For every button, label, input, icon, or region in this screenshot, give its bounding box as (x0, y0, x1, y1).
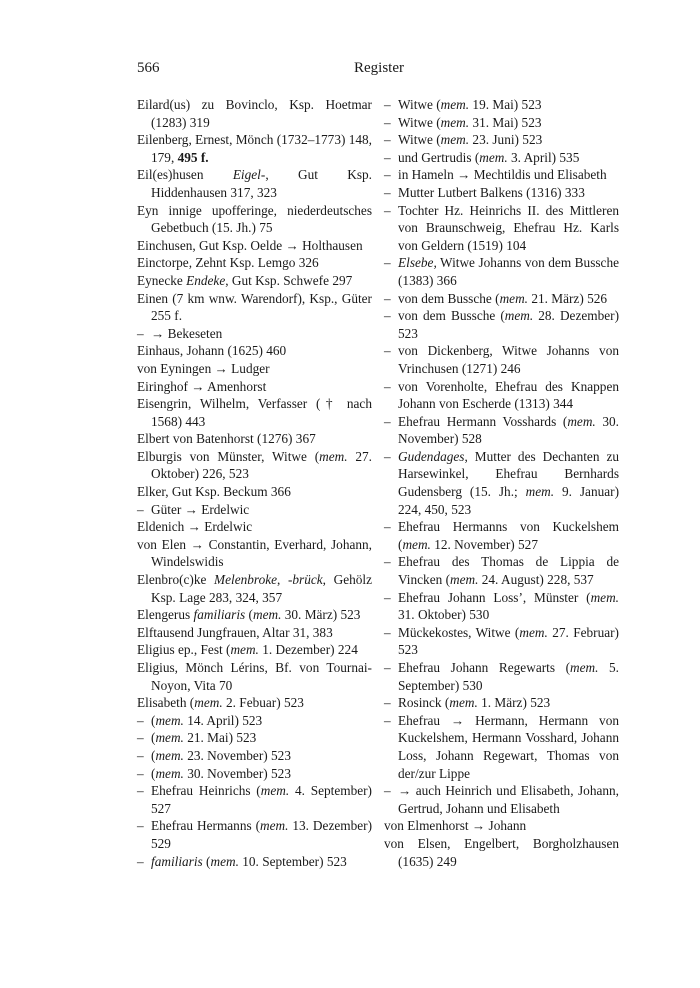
index-column-left (137, 96, 372, 870)
index-entry: Einchusen, Gut Ksp. Oelde → Holthausen (137, 237, 363, 253)
index-entry: Eligius ep., Fest (mem. 1. Dezember) 224 (137, 642, 358, 658)
index-entry: Elengerus familiaris (mem. 30. März) 523 (137, 607, 361, 623)
index-entry: – Ehefrau des Thomas de Lippia de Vincken (mem. 24. August) 228, 537 (384, 554, 619, 588)
index-entry: – Mückekostes, Witwe (mem. 27. Februar) 523 (384, 624, 619, 658)
index-entry: – Elsebe, Witwe Johanns von dem Bussche (1383) 366 (384, 255, 619, 288)
index-entry: Eligius, Mönch Lérins, Bf. von Tournai-Noyon, Vita 70 (137, 660, 372, 693)
index-entry: – → auch Heinrich und Elisabeth, Johann, Gertrud, Johann und Elisabeth (384, 783, 619, 816)
index-entry: – Ehefrau Hermanns von Kuckelshem (mem. 12. November) 527 (384, 519, 619, 552)
index-entry: – Mutter Lutbert Balkens (1316) 333 (384, 184, 585, 200)
index-entry: – Ehefrau Hermanns (mem. 13. Dezember) 529 (137, 818, 372, 851)
index-entry: – (mem. 21. Mai) 523 (137, 730, 257, 746)
index-entry: Elisabeth (mem. 2. Febuar) 523 (137, 695, 304, 711)
index-entry: von Elmenhorst → Johann (384, 818, 527, 834)
index-entry: – von Dickenberg, Witwe Johanns von Vrinchusen (1271) 246 (384, 343, 619, 376)
index-entry: – und Gertrudis (mem. 3. April) 535 (384, 149, 580, 165)
index-entry: – Gudendages, Mutter des Dechanten zu Harsewinkel, Ehefrau Bernhards Gudensberg (15. Jh.; mem. 9. Januar) 224, 450, 523 (384, 448, 619, 517)
index-entry: – familiaris (mem. 10. September) 523 (137, 853, 347, 869)
index-entry: von Elsen, Engelbert, Borgholzhausen (1635) 249 (384, 835, 619, 869)
index-entry: von Eyningen → Ludger (137, 360, 270, 376)
index-entry: Eyn innige upofferinge, niederdeutsches Gebetbuch (15. Jh.) 75 (137, 202, 372, 236)
index-entry: Elftausend Jungfrauen, Altar 31, 383 (137, 624, 333, 640)
index-entry: – in Hameln → Mechtildis und Elisabeth (384, 167, 607, 183)
index-entry: – (mem. 14. April) 523 (137, 712, 263, 728)
index-entry: – Güter → Erdelwic (137, 501, 250, 517)
index-entry: – (mem. 30. November) 523 (137, 765, 291, 781)
index-entry: – (mem. 23. November) 523 (137, 747, 291, 763)
page-number: 566 (137, 60, 160, 76)
index-entry: Eilenberg, Ernest, Mönch (1732–1773) 148, 179, 495 f. (137, 132, 372, 165)
index-entry: – Ehefrau Heinrichs (mem. 4. September) 527 (137, 783, 372, 816)
index-entry: Einctorpe, Zehnt Ksp. Lemgo 326 (137, 255, 319, 271)
index-entry: – Ehefrau Hermann Vosshards (mem. 30. November) 528 (384, 413, 619, 447)
index-entry: – Witwe (mem. 23. Juni) 523 (384, 132, 543, 148)
index-entry: – von dem Bussche (mem. 21. März) 526 (384, 290, 608, 306)
index-entry: – Witwe (mem. 19. Mai) 523 (384, 97, 542, 112)
index-entry: – Witwe (mem. 31. Mai) 523 (384, 114, 542, 130)
index-entry: von Elen → Constantin, Everhard, Johann, Windelswidis (137, 536, 372, 570)
running-title: Register (354, 60, 404, 76)
index-entry: Eisengrin, Wilhelm, Verfasser († nach 1568) 443 (137, 396, 372, 429)
index-entry: – Ehefrau Johann Regewarts (mem. 5. September) 530 (384, 660, 619, 693)
index-entry: – Rosinck (mem. 1. März) 523 (384, 695, 551, 711)
index-entry: Eldenich → Erdelwic (137, 519, 253, 535)
index-entry: – von Vorenholte, Ehefrau des Knappen Johann von Escherde (1313) 344 (384, 378, 619, 412)
index-entry: Elbert von Batenhorst (1276) 367 (137, 431, 316, 447)
index-entry: Elker, Gut Ksp. Beckum 366 (137, 484, 291, 500)
index-entry: – Tochter Hz. Heinrichs II. des Mittleren von Braunschweig, Ehefrau Hz. Karls von Geldern (1519) 104 (384, 202, 619, 253)
index-entry: Elburgis von Münster, Witwe (mem. 27. Oktober) 226, 523 (137, 448, 372, 482)
index-entry: Eilard(us) zu Bovinclo, Ksp. Hoetmar (1283) 319 (137, 97, 372, 130)
index-entry: – → Bekeseten (137, 325, 223, 341)
index-entry: Eynecke Endeke, Gut Ksp. Schwefe 297 (137, 272, 353, 288)
index-entry: – Ehefrau Johann Loss’, Münster (mem. 31. Oktober) 530 (384, 589, 619, 623)
index-entry: – Ehefrau → Hermann, Hermann von Kuckelshem, Hermann Vosshard, Johann Loss, Johann Regewart, Thomas von der/zur Lippe (384, 712, 619, 781)
index-entry: Einen (7 km wnw. Warendorf), Ksp., Güter 255 f. (137, 290, 372, 324)
index-entry: – von dem Bussche (mem. 28. Dezember) 523 (384, 308, 619, 341)
index-entry: Einhaus, Johann (1625) 460 (137, 343, 287, 359)
index-entry: Eil(es)husen Eigel-, Gut Ksp. Hiddenhausen 317, 323 (137, 167, 373, 200)
index-entry: Elenbro(c)ke Melenbroke, -brück, Gehölz Ksp. Lage 283, 324, 357 (137, 572, 372, 605)
index-entry: Eiringhof → Amenhorst (137, 378, 267, 394)
index-column-right (384, 96, 619, 870)
